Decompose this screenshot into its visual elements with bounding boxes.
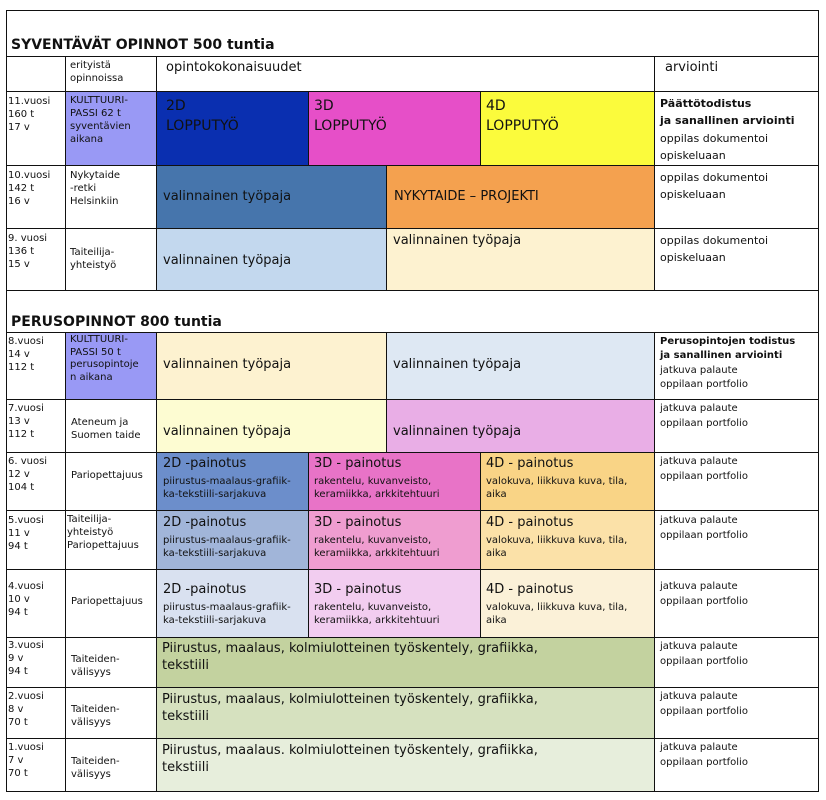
year-cell: 2.vuosi 8 v 70 t (8, 691, 44, 728)
year-cell: 5.vuosi 11 v 94 t (8, 515, 44, 552)
workshop-block: valinnainen työpaja (386, 399, 654, 452)
note-cell: Taiteiden- välisyys (71, 704, 120, 728)
col-divider (65, 332, 66, 792)
row-divider (6, 228, 819, 229)
col-divider (156, 56, 157, 290)
painotus-3d-block: 3D - painotus rakentelu, kuvanveisto, keramiikka, arkkitehtuuri (308, 569, 480, 637)
row-divider (6, 165, 819, 166)
year-cell: 8.vuosi 14 v 112 t (8, 336, 44, 373)
year-cell: 9. vuosi 136 t 15 v (8, 233, 48, 270)
year-cell: 4.vuosi 10 v 94 t (8, 581, 44, 618)
col-divider (156, 332, 157, 792)
evaluation-cell: oppilas dokumentoi opiskeluaan (660, 171, 769, 202)
row-divider (6, 452, 819, 453)
advanced-section-title: SYVENTÄVÄT OPINNOT 500 tuntia (11, 37, 275, 53)
year-cell: 3.vuosi 9 v 94 t (8, 640, 44, 677)
row-divider (6, 290, 819, 291)
painotus-3d-block: 3D - painotus rakentelu, kuvanveisto, keramiikka, arkkitehtuuri (308, 452, 480, 510)
year-cell: 7.vuosi 13 v 112 t (8, 403, 44, 440)
table-border (6, 10, 7, 792)
painotus-3d-block: 3D - painotus rakentelu, kuvanveisto, keramiikka, arkkitehtuuri (308, 510, 480, 569)
evaluation-cell: jatkuva palaute oppilaan portfolio (660, 641, 748, 667)
row-divider (6, 510, 819, 511)
header-col2: erityistä opinnoissa (70, 60, 124, 84)
col-divider (480, 452, 481, 637)
row-divider (6, 91, 819, 92)
general-content-block: Piirustus, maalaus. kolmiulotteinen työskentely, grafiikka, tekstiili (156, 738, 654, 792)
note-cell: Pariopettajuus (71, 470, 143, 481)
year-cell: 6. vuosi 12 v 104 t (8, 456, 48, 493)
nykytaide-project-block: NYKYTAIDE – PROJEKTI (386, 165, 654, 228)
note-cell: Pariopettajuus (71, 596, 143, 607)
painotus-4d-block: 4D - painotus valokuva, liikkuva kuva, tila, aika (480, 569, 654, 637)
year-cell: 11.vuosi 160 t 17 v (8, 96, 51, 133)
workshop-block: valinnainen työpaja (386, 228, 654, 290)
evaluation-cell: Päättötodistus ja sanallinen arviointi oppilas dokumentoi opiskeluaan (660, 97, 795, 163)
painotus-2d-block: 2D -painotus piirustus-maalaus-grafiik- ka-tekstiili-sarjakuva (156, 452, 308, 510)
workshop-block: valinnainen työpaja (156, 165, 386, 228)
advanced-section-title-row (6, 10, 819, 56)
col-divider (480, 91, 481, 165)
general-content-block: Piirustus, maalaus, kolmiulotteinen työskentely, grafiikka, tekstiili (156, 687, 654, 738)
evaluation-cell: Perusopintojen todistus ja sanallinen arviointi jatkuva palaute oppilaan portfolio (660, 336, 796, 390)
col-divider (308, 91, 309, 165)
table-border (6, 791, 819, 792)
evaluation-cell: jatkuva palaute oppilaan portfolio (660, 581, 748, 607)
row-divider (6, 399, 819, 400)
note-cell: Ateneum ja Suomen taide (71, 417, 141, 441)
painotus-4d-block: 4D - painotus valokuva, liikkuva kuva, tila, aika (480, 452, 654, 510)
lopputyo-3d-block: 3D LOPPUTYÖ (308, 91, 480, 165)
evaluation-cell: jatkuva palaute oppilaan portfolio (660, 691, 748, 717)
col-divider (654, 56, 655, 290)
workshop-block: valinnainen työpaja (156, 332, 386, 399)
year-cell: 1.vuosi 7 v 70 t (8, 742, 44, 779)
evaluation-cell: jatkuva palaute oppilaan portfolio (660, 742, 748, 768)
year-cell: 10.vuosi 142 t 16 v (8, 170, 51, 207)
evaluation-cell: jatkuva palaute oppilaan portfolio (660, 515, 748, 541)
row-divider (6, 56, 819, 57)
painotus-2d-block: 2D -painotus piirustus-maalaus-grafiik- ka-tekstiili-sarjakuva (156, 510, 308, 569)
note-cell: Taiteilija- yhteistyö (70, 247, 117, 271)
workshop-block: valinnainen työpaja (156, 228, 386, 290)
table-border (818, 10, 819, 792)
note-cell: Taiteilija- yhteistyö Pariopettajuus (67, 514, 139, 551)
row-divider (6, 637, 819, 638)
evaluation-cell: oppilas dokumentoi opiskeluaan (660, 234, 769, 265)
evaluation-cell: jatkuva palaute oppilaan portfolio (660, 403, 748, 429)
basic-section-title-row (6, 290, 819, 332)
lopputyo-4d-block: 4D LOPPUTYÖ (480, 91, 654, 165)
col-divider (308, 452, 309, 637)
workshop-block: valinnainen työpaja (156, 399, 386, 452)
table-border (6, 10, 819, 11)
general-content-block: Piirustus, maalaus, kolmiulotteinen työskentely, grafiikka, tekstiili (156, 637, 654, 687)
header-col4: arviointi (665, 60, 719, 75)
note-cell: Taiteiden- välisyys (71, 756, 120, 780)
col-divider (386, 165, 387, 290)
painotus-4d-block: 4D - painotus valokuva, liikkuva kuva, tila, aika (480, 510, 654, 569)
curriculum-table (6, 10, 819, 792)
note-cell: Nykytaide -retki Helsinkiin (70, 170, 121, 207)
col-divider (65, 56, 66, 290)
lopputyo-2d-block: 2D LOPPUTYÖ (156, 91, 308, 165)
col-divider (654, 332, 655, 792)
kulttuuripassi-cell: KULTTUURI- PASSI 62 t syventävien aikana (65, 91, 156, 165)
painotus-2d-block: 2D -painotus piirustus-maalaus-grafiik- ka-tekstiili-sarjakuva (156, 569, 308, 637)
row-divider (6, 687, 819, 688)
row-divider (6, 332, 819, 333)
workshop-block: valinnainen työpaja (386, 332, 654, 399)
row-divider (6, 569, 819, 570)
header-col3: opintokokonaisuudet (166, 60, 302, 75)
col-divider (386, 332, 387, 452)
note-cell: Taiteiden- välisyys (71, 654, 120, 678)
row-divider (6, 738, 819, 739)
evaluation-cell: jatkuva palaute oppilaan portfolio (660, 456, 748, 482)
basic-section-title: PERUSOPINNOT 800 tuntia (11, 314, 222, 330)
kulttuuripassi-cell: KULTTUURI- PASSI 50 t perusopintoje n aikana (65, 332, 156, 399)
